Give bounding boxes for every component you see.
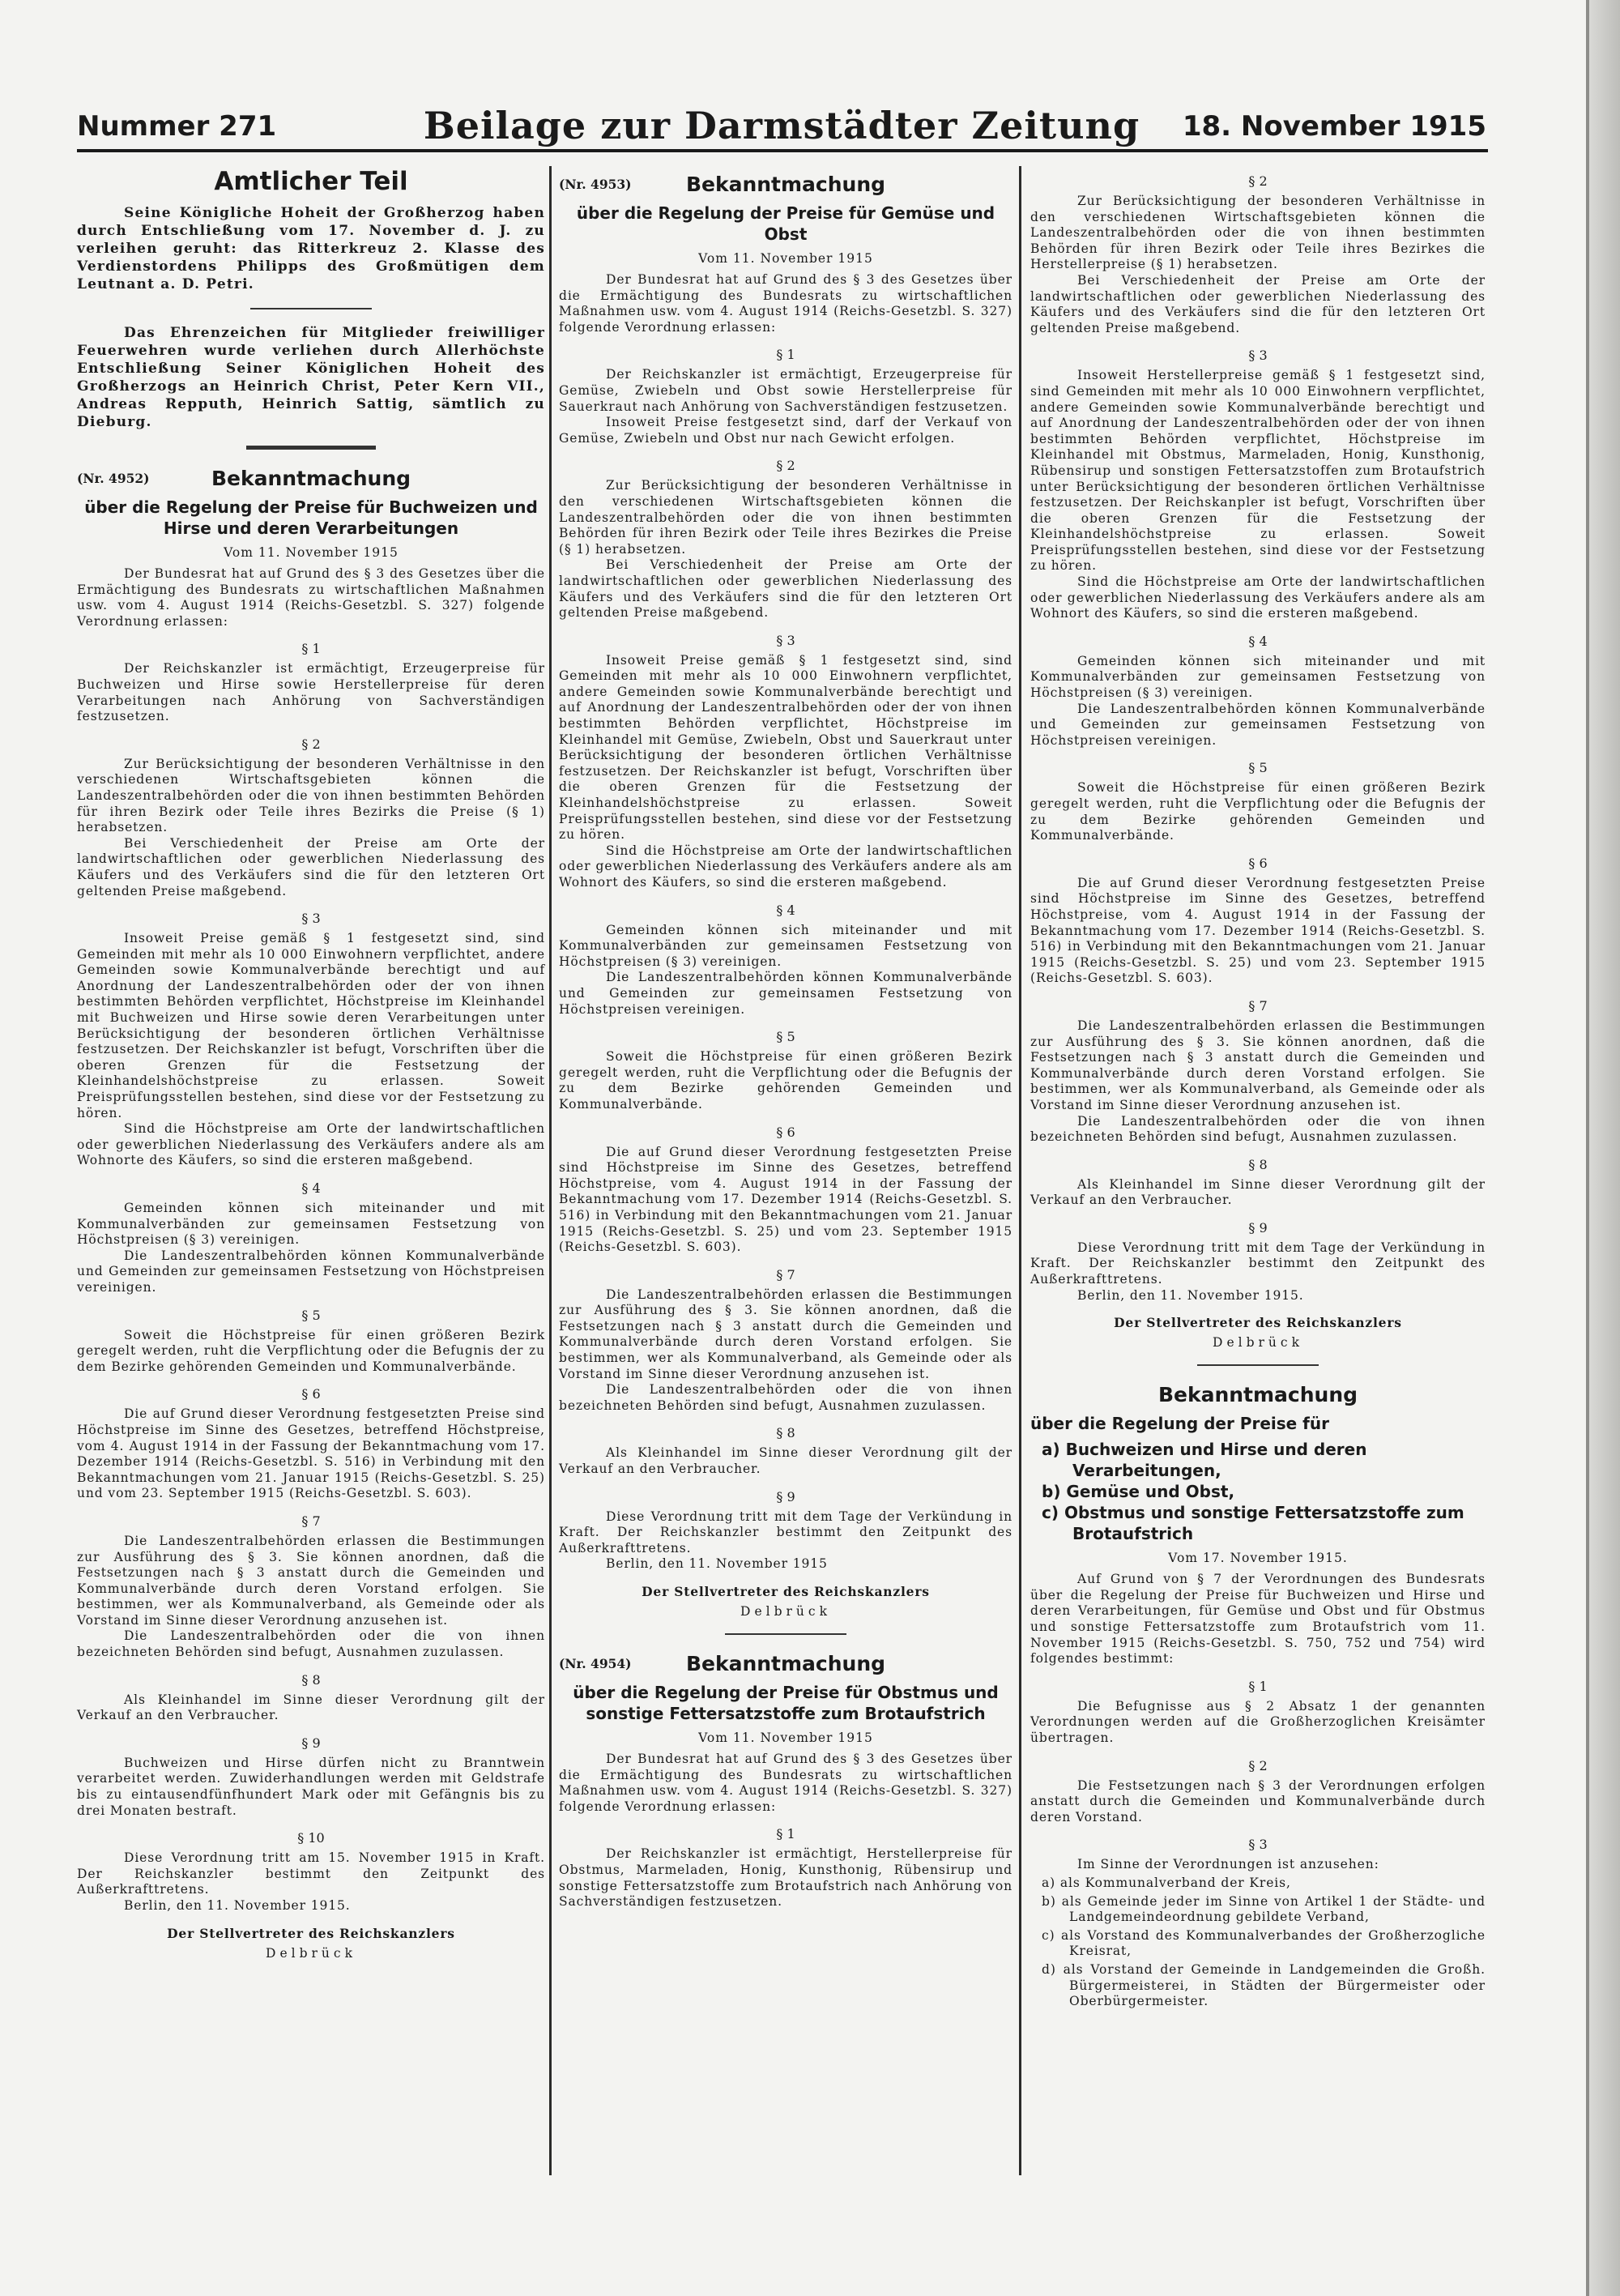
paragraph-number: § 2 — [1248, 1757, 1268, 1773]
paragraph-number: § 9 — [1248, 1219, 1268, 1235]
paragraph: Buchweizen und Hirse dürfen nicht zu Branntwein verarbeitet werden. Zuwiderhandlungen werden mit Geldstrafe bis zu eintausendfünfhundert Mark oder mit Gefängnis bis zu drei Monaten bestraft. — [77, 1755, 545, 1818]
paragraph: Zur Berücksichtigung der besonderen Verhältnisse in den verschiedenen Wirtschaftsgebieten können die Landeszentralbehörden oder die von ihnen bestimmten Behörden für ihren Bezirk oder Teile ihres Bezirkes die Preise (§ 1) herabsetzen. — [559, 478, 1013, 557]
signature-name: Delbrück — [740, 1604, 831, 1619]
paragraph: Diese Verordnung tritt mit dem Tage der Verkündung in Kraft. Der Reichskanzler bestimmt den Zeitpunkt des Außerkrafttretens. — [559, 1509, 1013, 1556]
paragraph: Als Kleinhandel im Sinne dieser Verordnung gilt der Verkauf an den Verbraucher. — [1030, 1176, 1486, 1208]
paragraph: Der Bundesrat hat auf Grund des § 3 des Gesetzes über die Ermächtigung des Bundesrats zu wirtschaftlichen Maßnahmen usw. vom 4. August 1914 (Reichs-Gesetzbl. S. 327) folgende Verordnung erlassen: — [77, 566, 545, 629]
paragraph: Bei Verschiedenheit der Preise am Orte der landwirtschaftlichen oder gewerblichen Niederlassung des Käufers und des Verkäufers sind die für den letzteren Ort geltenden Preise maßgebend. — [559, 557, 1013, 621]
notice-subtitle-item: a) Buchweizen und Hirse und deren Verarbeitungen, — [1042, 1440, 1367, 1481]
notice-subtitle: über die Regelung der Preise für — [1030, 1414, 1329, 1434]
paragraph: Zur Berücksichtigung der besonderen Verhältnisse in den verschiedenen Wirtschaftsgebieten können die Landeszentralbehörden oder die von ihnen bestimmten Behörden für ihren Bezirk oder Teile ihres Bezirks die Preise (§ 1) herabsetzen. — [77, 756, 545, 835]
notice-header — [1030, 1381, 1486, 1410]
masthead — [77, 104, 1486, 146]
page-edge — [1589, 0, 1620, 2296]
paragraph: Der Reichskanzler ist ermächtigt, Herstellerpreise für Obstmus, Marmeladen, Honig, Kunsthonig, Rübensirup und sonstige Fettersatzstoffe zum Brotaufstrich nach Anhörung von Sachverständigen festzusetzen. — [559, 1846, 1013, 1910]
signature-title: Der Stellvertreter des Reichskanzlers — [642, 1584, 930, 1599]
paragraph-number: § 1 — [776, 347, 795, 363]
paragraph: Die Landeszentralbehörden können Kommunalverbände und Gemeinden zur gemeinsamen Festsetzung von Höchstpreisen vereinigen. — [77, 1248, 545, 1295]
paragraph-number: § 8 — [301, 1671, 321, 1688]
paragraph-number: § 6 — [1248, 855, 1268, 871]
notice-date: Vom 17. November 1915. — [1168, 1551, 1348, 1566]
list-item: d) als Vorstand der Gemeinde in Landgemeinden die Großh. Bürgermeisterei, in Städten der Bürgermeister oder Oberbürgermeister. — [1042, 1961, 1486, 2009]
paragraph-number: § 5 — [301, 1307, 321, 1323]
notice-number: (Nr. 4952) — [77, 471, 150, 486]
paragraph-number: § 4 — [301, 1180, 321, 1196]
signature-name: Delbrück — [266, 1945, 356, 1961]
paragraph: Als Kleinhandel im Sinne dieser Verordnung gilt der Verkauf an den Verbraucher. — [559, 1445, 1013, 1477]
notice-date: Vom 11. November 1915 — [224, 545, 399, 560]
paragraph: Auf Grund von § 7 der Verordnungen des Bundesrats über die Regelung der Preise für Buchweizen und Hirse und deren Verarbeitungen, für Gemüse und Obst und für Obstmus und sonstige Fettersatzstoffe zum Brotaufstrich vom 11. November 1915 (Reichs-Gesetzbl. S. 750, 752 und 754) wird folgendes bestimmt: — [1030, 1572, 1486, 1667]
page-edge-shadow — [1586, 0, 1589, 2296]
paragraph: Die Landeszentralbehörden können Kommunalverbände und Gemeinden zur gemeinsamen Festsetzung von Höchstpreisen vereinigen. — [559, 970, 1013, 1017]
notice-header — [559, 170, 1013, 199]
paragraph: Sind die Höchstpreise am Orte der landwirtschaftlichen oder gewerblichen Niederlassung des Verkäufers andere als am Wohnorte des Käufers, so sind die ersteren maßgebend. — [77, 1121, 545, 1168]
paragraph: Insoweit Herstellerpreise gemäß § 1 festgesetzt sind, sind Gemeinden mit mehr als 10 000 Einwohnern verpflichtet, andere Gemeinden sowie Kommunalverbände berechtigt und auf Anordnung der Landeszentralbehörden oder der von ihnen bestimmten Behörden verpflichtet, Höchstpreise im Kleinhandel mit Obstmus, Marmeladen, Honig, Kunsthonig, Rübensirup und sonstigen Fettersatzstoffen zum Brotaufstrich unter Berücksichtigung der besonderen örtlichen Verhältnisse festzusetzen. Der Reichskanpler ist befugt, Vorschriften über die oberen Grenzen für die Festsetzung der Kleinhandelshöchstpreise zu erlassen. Soweit Preisprüfungsstellen bestehen, sind diese vor der Festsetzung zu hören. — [1030, 368, 1486, 574]
paragraph: Gemeinden können sich miteinander und mit Kommunalverbänden zur gemeinsamen Festsetzung von Höchstpreisen (§ 3) vereinigen. — [1030, 653, 1486, 701]
paragraph: Berlin, den 11. November 1915 — [606, 1556, 828, 1572]
paragraph: Der Reichskanzler ist ermächtigt, Erzeugerpreise für Gemüse, Zwiebeln und Obst sowie Herstellerpreise für Sauerkraut nach Anhörung von Sachverständigen festzusetzen. — [559, 367, 1013, 414]
column-right — [1030, 162, 1486, 2012]
notice-title: Bekanntmachung — [1157, 1383, 1358, 1407]
notice-subtitle: über die Regelung der Preise für Obstmus und sonstige Fettersatzstoffe zum Brotaufstrich — [573, 1683, 999, 1723]
notice-subtitle-item: b) Gemüse und Obst, — [1042, 1482, 1235, 1502]
masthead-rule — [77, 149, 1488, 152]
notice-title: Bekanntmachung — [685, 1652, 886, 1675]
paragraph-number: § 4 — [776, 902, 795, 918]
paragraph: Gemeinden können sich miteinander und mit Kommunalverbänden zur gemeinsamen Festsetzung von Höchstpreisen (§ 3) vereinigen. — [559, 922, 1013, 969]
notice-title: Bekanntmachung — [211, 467, 411, 490]
notice-header — [559, 1649, 1013, 1679]
paragraph-number: § 5 — [776, 1029, 795, 1045]
paragraph-number: § 7 — [301, 1513, 321, 1529]
paragraph-number: § 10 — [297, 1830, 325, 1846]
signature-title: Der Stellvertreter des Reichskanzlers — [167, 1925, 455, 1941]
paragraph-number: § 7 — [776, 1266, 795, 1282]
signature-title: Der Stellvertreter des Reichskanzlers — [1114, 1315, 1402, 1331]
paragraph: Diese Verordnung tritt am 15. November 1915 in Kraft. Der Reichskanzler bestimmt den Zeitpunkt des Außerkrafttretens. — [77, 1850, 545, 1897]
notice-title: Bekanntmachung — [685, 173, 886, 196]
separator-rule — [1197, 1364, 1319, 1366]
section-heading: Amtlicher Teil — [214, 167, 408, 196]
paragraph: Die Landeszentralbehörden oder die von ihnen bezeichneten Behörden sind befugt, Ausnahmen zuzulassen. — [77, 1628, 545, 1660]
paragraph: Berlin, den 11. November 1915. — [124, 1898, 351, 1913]
paragraph-number: § 1 — [1248, 1678, 1268, 1694]
notice-number: (Nr. 4954) — [559, 1656, 632, 1671]
paragraph: Soweit die Höchstpreise für einen größeren Bezirk geregelt werden, ruht die Verpflichtung oder die Befugnis der zu dem Bezirke gehörenden Gemeinden und Kommunalverbände. — [1030, 780, 1486, 843]
paragraph: Bei Verschiedenheit der Preise am Orte der landwirtschaftlichen oder gewerblichen Niederlassung des Käufers und des Verkäufers sind die für den letzteren Ort geltenden Preise maßgebend. — [1030, 272, 1486, 335]
paragraph-number: § 7 — [1248, 997, 1268, 1014]
notice-number: (Nr. 4953) — [559, 177, 632, 192]
paragraph: Zur Berücksichtigung der besonderen Verhältnisse in den verschiedenen Wirtschaftsgebieten können die Landeszentralbehörden oder die von ihnen bestimmten Behörden für ihren Bezirk oder Teile ihres Bezirkes die Herstellerpreise (§ 1) herabsetzen. — [1030, 194, 1486, 272]
announcement-paragraph: Seine Königliche Hoheit der Großherzog haben durch Entschließung vom 17. November d. J. zu verleihen geruht: das Ritterkreuz 2. Klasse des Verdienstordens Philipps des Großmütigen dem Leutnant a. D. Petri. — [77, 205, 545, 292]
paragraph-number: § 4 — [1248, 633, 1268, 649]
paragraph-number: § 6 — [776, 1124, 795, 1140]
list-item: a) als Kommunalverband der Kreis, — [1042, 1875, 1291, 1890]
separator-rule — [725, 1633, 846, 1635]
paragraph: Die auf Grund dieser Verordnung festgesetzten Preise sind Höchstpreise im Sinne des Gesetzes, betreffend Höchstpreise, vom 4. August 1914 in der Fassung der Bekanntmachung vom 17. Dezember 1914 (Reichs-Gesetzbl. S. 516) in Verbindung mit den Bekanntmachungen vom 21. Januar 1915 (Reichs-Gesetzbl. S. 25) und vom 23. September 1915 (Reichs-Gesetzbl. S. 603). — [559, 1144, 1013, 1255]
column-divider — [549, 166, 552, 2175]
notice-date: Vom 11. November 1915 — [698, 1731, 873, 1745]
paragraph: Die auf Grund dieser Verordnung festgesetzten Preise sind Höchstpreise im Sinne des Gesetzes, betreffend Höchstpreise, vom 4. August 1914 in der Fassung der Bekanntmachung vom 17. Dezember 1914 (Reichs-Gesetzbl. S. 516) in Verbindung mit den Bekanntmachungen vom 21. Januar 1915 (Reichs-Gesetzbl. S. 25) und vom 23. September 1915 (Reichs-Gesetzbl. S. 603). — [1030, 875, 1486, 986]
paragraph: Insoweit Preise gemäß § 1 festgesetzt sind, sind Gemeinden mit mehr als 10 000 Einwohnern verpflichtet, andere Gemeinden sowie Kommunalverbände berechtigt und auf Anordnung der Landeszentralbehörden oder der von ihnen bestimmten Behörden verpflichtet, Höchstpreise im Kleinhandel mit Gemüse, Zwiebeln, Obst und Sauerkraut unter Berücksichtigung der besonderen örtlichen Verhältnisse festzusetzen. Der Reichskanzler ist befugt, Vorschriften über die oberen Grenzen für die Festsetzung der Kleinhandelshöchstpreise zu erlassen. Soweit Preisprüfungsstellen bestehen, sind diese vor der Festsetzung zu hören. — [559, 652, 1013, 843]
notice-subtitle-item: c) Obstmus und sonstige Fettersatzstoffe zum Brotaufstrich — [1042, 1503, 1464, 1544]
paragraph: Der Bundesrat hat auf Grund des § 3 des Gesetzes über die Ermächtigung des Bundesrats zu wirtschaftlichen Maßnahmen usw. vom 4. August 1914 (Reichs-Gesetzbl. S. 327) folgende Verordnung erlassen: — [559, 1752, 1013, 1814]
paragraph: Als Kleinhandel im Sinne dieser Verordnung gilt der Verkauf an den Verbraucher. — [77, 1692, 545, 1723]
issue-number: Nummer 271 — [77, 110, 277, 143]
paragraph: Sind die Höchstpreise am Orte der landwirtschaftlichen oder gewerblichen Niederlassung des Verkäufers andere als am Wohnort des Käufers, so sind die ersteren maßgebend. — [1030, 574, 1486, 621]
list-item: c) als Vorstand des Kommunalverbandes der Großherzogliche Kreisrat, — [1042, 1927, 1486, 1959]
notice-subtitle: über die Regelung der Preise für Buchweizen und Hirse und deren Verarbeitungen — [84, 497, 538, 538]
paragraph: Die Landeszentralbehörden erlassen die Bestimmungen zur Ausführung des § 3. Sie können anordnen, daß die Festsetzungen nach § 3 anstatt durch die Gemeinden und Kommunalverbände durch deren Vorstand erfolgen. Sie bestimmen, wer als Kommunalverband, als Gemeinde oder als Vorstand im Sinne dieser Verordnung anzusehen ist. — [1030, 1018, 1486, 1112]
paragraph: Gemeinden können sich miteinander und mit Kommunalverbänden zur gemeinsamen Festsetzung von Höchstpreisen (§ 3) vereinigen. — [77, 1201, 545, 1248]
paragraph-number: § 3 — [776, 632, 795, 648]
paragraph: Berlin, den 11. November 1915. — [1077, 1287, 1304, 1303]
paragraph: Insoweit Preise festgesetzt sind, darf der Verkauf von Gemüse, Zwiebeln und Obst nur nach Gewicht erfolgen. — [559, 415, 1013, 446]
paragraph: Die Befugnisse aus § 2 Absatz 1 der genannten Verordnungen werden auf die Großherzoglichen Kreisämter übertragen. — [1030, 1698, 1486, 1745]
paragraph-number: § 3 — [301, 911, 321, 927]
notice-date: Vom 11. November 1915 — [698, 251, 873, 266]
list-item: b) als Gemeinde jeder im Sinne von Artikel 1 der Städte- und Landgemeindeordnung gebildete Verband, — [1042, 1893, 1486, 1925]
paragraph-number: § 2 — [776, 458, 795, 474]
announcement-paragraph: Das Ehrenzeichen für Mitglieder freiwilliger Feuerwehren wurde verliehen durch Allerhöchste Entschließung Seiner Königlichen Hoheit des Großherzogs an Heinrich Christ, Peter Kern VII., Andreas Repputh, Heinrich Sattig, sämtlich zu Dieburg. — [77, 325, 545, 430]
paragraph-number: § 8 — [776, 1425, 795, 1441]
paragraph: Der Bundesrat hat auf Grund des § 3 des Gesetzes über die Ermächtigung des Bundesrats zu wirtschaftlichen Maßnahmen usw. vom 4. August 1914 (Reichs-Gesetzbl. S. 327) folgende Verordnung erlassen: — [559, 272, 1013, 335]
signature-name: Delbrück — [1213, 1335, 1303, 1351]
separator-rule — [250, 308, 372, 309]
paragraph: Die Festsetzungen nach § 3 der Verordnungen erfolgen anstatt durch die Gemeinden und Kommunalverbände durch deren Vorstand. — [1030, 1777, 1486, 1824]
paragraph-number: § 1 — [301, 641, 321, 657]
paragraph-number: § 6 — [301, 1386, 321, 1402]
column-left — [77, 162, 545, 1965]
paragraph-number: § 2 — [301, 736, 321, 752]
paragraph: Die Landeszentralbehörden können Kommunalverbände und Gemeinden zur gemeinsamen Festsetzung von Höchstpreisen vereinigen. — [1030, 701, 1486, 748]
issue-date: 18. November 1915 — [1182, 110, 1486, 143]
paragraph-number: § 9 — [776, 1488, 795, 1504]
paragraph: Die auf Grund dieser Verordnung festgesetzten Preise sind Höchstpreise im Sinne des Gesetzes, betreffend Höchstpreise, vom 4. August 1914 in der Fassung der Bekanntmachung vom 17. Dezember 1914 (Reichs-Gesetzbl. S. 516) in Verbindung mit den Bekanntmachungen vom 21. Januar 1915 (Reichs-Gesetzbl. S. 25) und vom 23. September 1915 (Reichs-Gesetzbl. S. 603). — [77, 1406, 545, 1501]
paragraph: Der Reichskanzler ist ermächtigt, Erzeugerpreise für Buchweizen und Hirse sowie Herstellerpreise für deren Verarbeitungen nach Anhörung von Sachverständigen festzusetzen. — [77, 661, 545, 724]
paragraph: Insoweit Preise gemäß § 1 festgesetzt sind, sind Gemeinden mit mehr als 10 000 Einwohnern verpflichtet, andere Gemeinden sowie Kommunalverbände berechtigt und auf Anordnung der Landeszentralbehörden oder der von ihnen bestimmten Behörden verpflichtet, Höchstpreise im Kleinhandel mit Buchweizen und Hirse sowie deren Verarbeitungen unter Berücksichtigung der besonderen örtlichen Verhältnisse festzusetzen. Der Reichskanzler ist befugt, Vorschriften über die oberen Grenzen für die Festsetzung der Kleinhandelshöchstpreise zu erlassen. Soweit Preisprüfungsstellen bestehen, sind diese vor der Festsetzung zu hören. — [77, 931, 545, 1120]
paragraph-number: § 2 — [1248, 173, 1268, 189]
paragraph: Die Landeszentralbehörden erlassen die Bestimmungen zur Ausführung des § 3. Sie können anordnen, daß die Festsetzungen nach § 3 anstatt durch die Gemeinden und Kommunalverbände durch deren Vorstand erfolgen. Sie bestimmen, wer als Kommunalverband, als Gemeinde oder als Vorstand im Sinne dieser Verordnung anzusehen ist. — [77, 1533, 545, 1628]
column-divider — [1019, 166, 1021, 2175]
newspaper-title: Beilage zur Darmstädter Zeitung — [423, 104, 1140, 147]
paragraph: Die Landeszentralbehörden oder die von ihnen bezeichneten Behörden sind befugt, Ausnahmen zuzulassen. — [559, 1382, 1013, 1413]
paragraph: Im Sinne der Verordnungen ist anzusehen: — [1077, 1857, 1379, 1872]
paragraph: Soweit die Höchstpreise für einen größeren Bezirk geregelt werden, ruht die Verpflichtung oder die Befugnis der zu dem Bezirke gehörenden Gemeinden und Kommunalverbände. — [77, 1327, 545, 1374]
paragraph-number: § 1 — [776, 1826, 795, 1842]
paragraph: Soweit die Höchstpreise für einen größeren Bezirk geregelt werden, ruht die Verpflichtung oder die Befugnis der zu dem Bezirke gehörenden Gemeinden und Kommunalverbände. — [559, 1049, 1013, 1112]
paragraph: Diese Verordnung tritt mit dem Tage der Verkündung in Kraft. Der Reichskanzler bestimmt den Zeitpunkt des Außerkrafttretens. — [1030, 1240, 1486, 1287]
notice-header — [77, 464, 545, 493]
notice-subtitle: über die Regelung der Preise für Gemüse und Obst — [576, 203, 995, 244]
separator-rule — [246, 446, 376, 450]
paragraph: Die Landeszentralbehörden erlassen die Bestimmungen zur Ausführung des § 3. Sie können anordnen, daß die Festsetzungen nach § 3 anstatt durch die Gemeinden und Kommunalverbände durch deren Vorstand erfolgen. Sie bestimmen, wer als Kommunalverband, als Gemeinde oder als Vorstand im Sinne dieser Verordnung anzusehen ist. — [559, 1287, 1013, 1381]
paragraph-number: § 3 — [1248, 348, 1268, 364]
paragraph: Bei Verschiedenheit der Preise am Orte der landwirtschaftlichen oder gewerblichen Niederlassung des Käufers und des Verkäufers sind die für den letzteren Ort geltenden Preise maßgebend. — [77, 835, 545, 898]
paragraph: Sind die Höchstpreise am Orte der landwirtschaftlichen oder gewerblichen Niederlassung des Verkäufers andere als am Wohnort des Käufers, so sind die ersteren maßgebend. — [559, 843, 1013, 890]
paragraph: Die Landeszentralbehörden oder die von ihnen bezeichneten Behörden sind befugt, Ausnahmen zuzulassen. — [1030, 1113, 1486, 1145]
paragraph-number: § 3 — [1248, 1837, 1268, 1853]
paragraph-number: § 5 — [1248, 760, 1268, 776]
paragraph-number: § 9 — [301, 1735, 321, 1751]
column-middle — [559, 162, 1013, 1910]
paragraph-number: § 8 — [1248, 1156, 1268, 1172]
